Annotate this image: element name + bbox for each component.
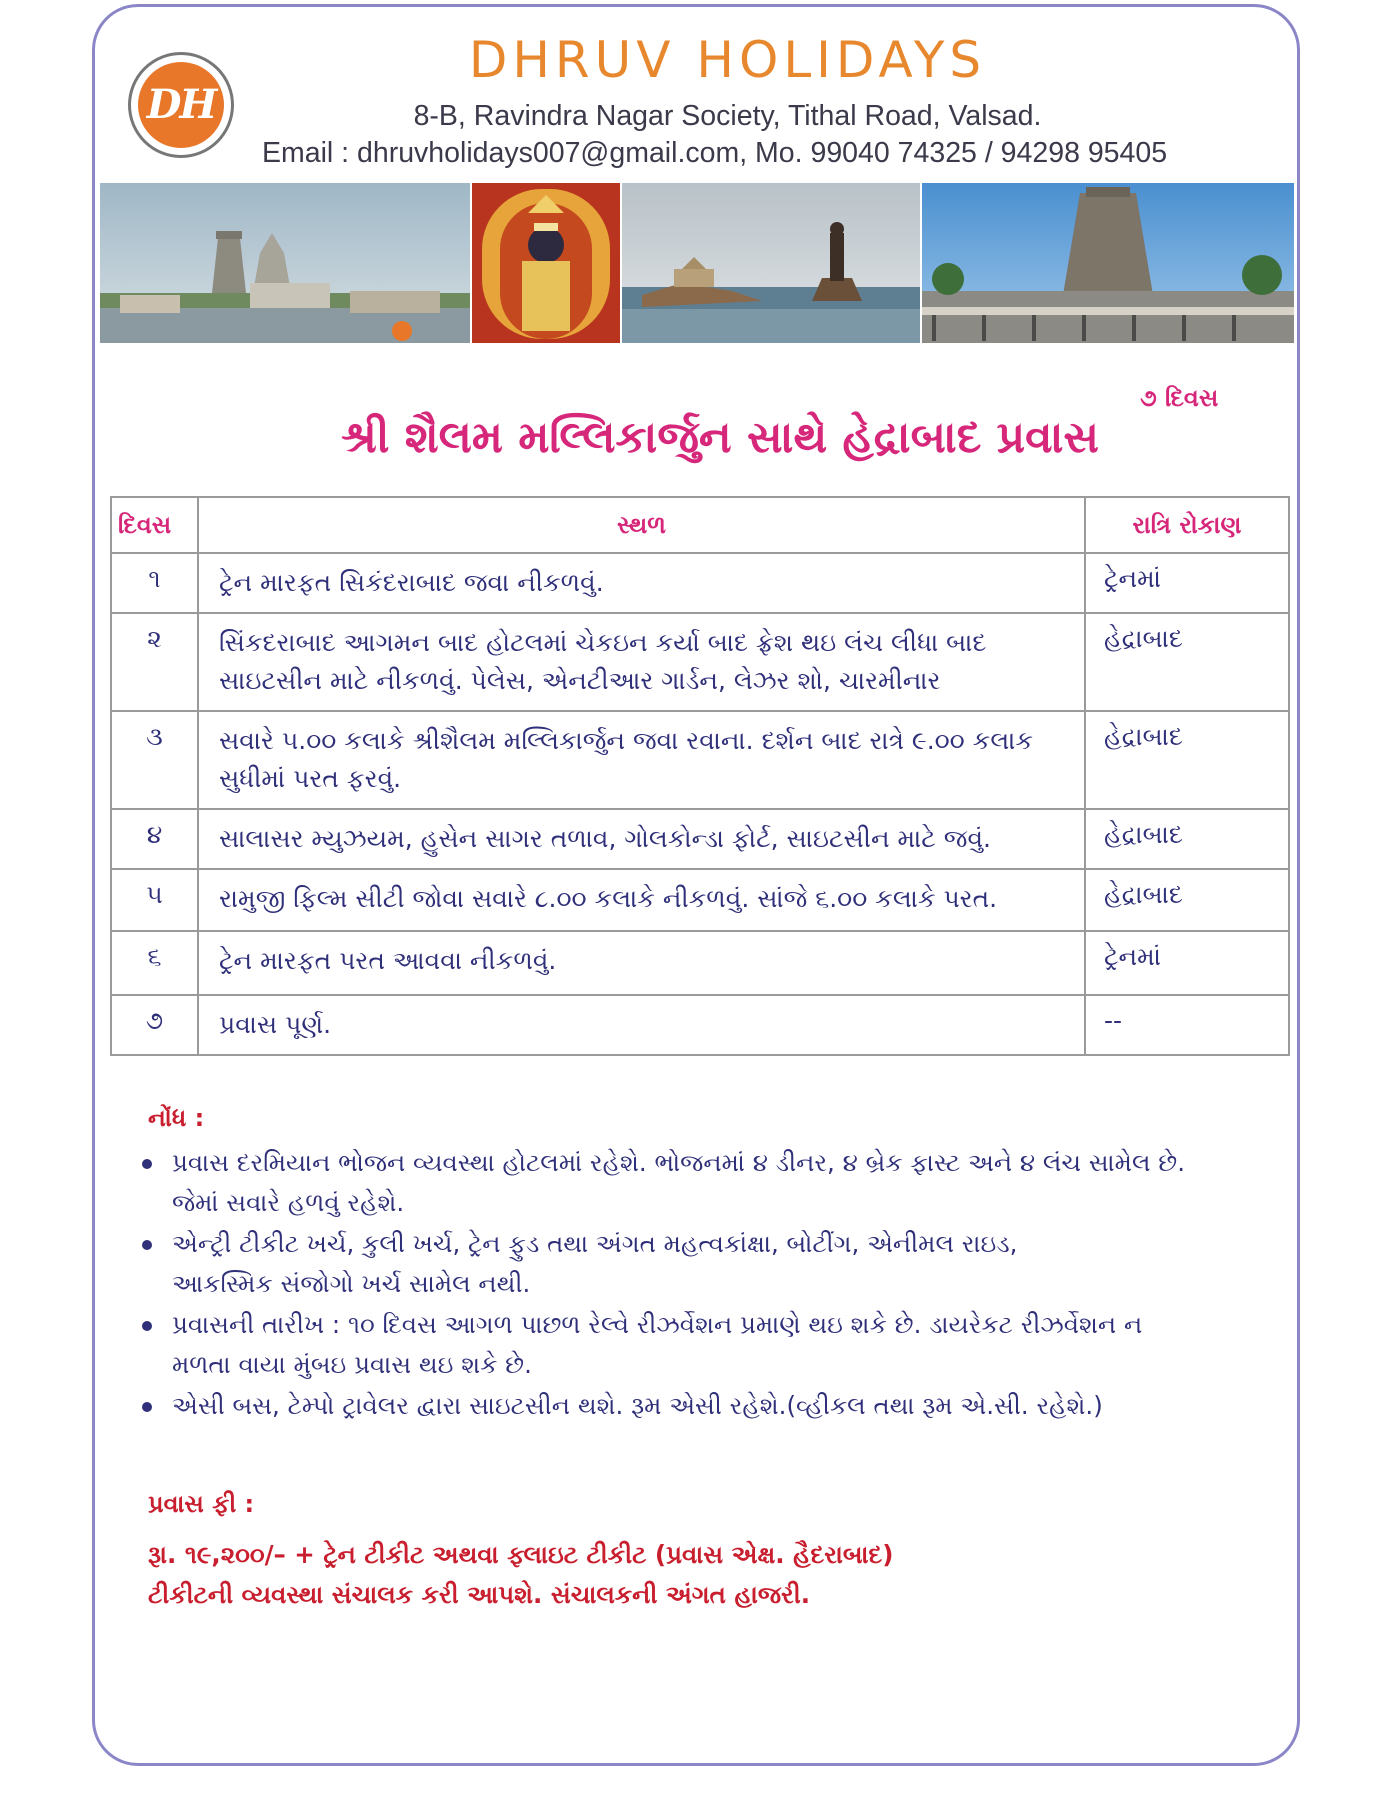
fee-note: ટીકીટની વ્યવસ્થા સંચાલક કરી આપશે. સંચાલકની અંગત હાજરી. bbox=[148, 1580, 811, 1609]
row-place bbox=[198, 869, 1085, 931]
place-line: સુધીમાં પરત ફરવું. bbox=[219, 764, 402, 793]
deity-photo bbox=[472, 183, 620, 343]
table-row bbox=[111, 553, 1289, 613]
header-stay: રાત્રિ રોકાણ bbox=[1085, 497, 1289, 553]
row-place bbox=[198, 809, 1085, 869]
row-stay: ટ્રેનમાં bbox=[1085, 553, 1289, 613]
row-stay: ટ્રેનમાં bbox=[1085, 931, 1289, 995]
table-row bbox=[111, 995, 1289, 1055]
place-line: સાલાસર મ્યુઝયમ, હુસેન સાગર તળાવ, ગોલકોન્ડા ફોર્ટ, સાઇટસીન માટે જવું. bbox=[219, 824, 991, 853]
sea-memorial-photo bbox=[622, 183, 920, 343]
itinerary-header-row bbox=[111, 497, 1289, 553]
bullet-icon bbox=[142, 1402, 152, 1412]
row-place bbox=[198, 553, 1085, 613]
row-day: ૨ bbox=[111, 613, 198, 711]
note-line: પ્રવાસની તારીખ : ૧૦ દિવસ આગળ પાછળ રેલ્વે રીઝર્વેશન પ્રમાણે થઇ શકે છે. ડાયરેકટ રીઝર્વેશન ન bbox=[172, 1310, 1143, 1339]
list-item bbox=[142, 1386, 1262, 1426]
list-item bbox=[142, 1305, 1262, 1385]
bullet-icon bbox=[142, 1240, 152, 1250]
tour-title: શ્રી શૈલમ મલ્લિકાર્જુન સાથે હેદ્રાબાદ પ્રવાસ bbox=[340, 412, 1100, 463]
bullet-icon bbox=[142, 1321, 152, 1331]
notes-list bbox=[142, 1143, 1262, 1427]
place-line: સિંકદરાબાદ આગમન બાદ હોટલમાં ચેકઇન કર્યા બાદ ફ્રેશ થઇ લંચ લીધા બાદ bbox=[219, 628, 987, 657]
row-place bbox=[198, 613, 1085, 711]
place-line: ટ્રેન મારફત સિકંદરાબાદ જવા નીકળવું. bbox=[219, 568, 604, 597]
row-day: ૪ bbox=[111, 809, 198, 869]
note-line: પ્રવાસ દરમિયાન ભોજન વ્યવસ્થા હોટલમાં રહેશે. ભોજનમાં ૪ ડીનર, ૪ બ્રેક ફાસ્ટ અને ૪ લંચ સામેલ છે. bbox=[172, 1148, 1185, 1177]
header-day: દિવસ bbox=[111, 497, 198, 553]
header-place: સ્થળ bbox=[198, 497, 1085, 553]
row-stay: -- bbox=[1085, 995, 1289, 1055]
row-day: ૬ bbox=[111, 931, 198, 995]
row-place bbox=[198, 995, 1085, 1055]
table-row bbox=[111, 711, 1289, 809]
company-logo bbox=[128, 52, 234, 158]
row-day: ૧ bbox=[111, 553, 198, 613]
table-row bbox=[111, 931, 1289, 995]
note-line: એસી બસ, ટેમ્પો ટ્રાવેલર દ્વારા સાઇટસીન થશે. રૂમ એસી રહેશે.(વ્હીકલ તથા રૂમ એ.સી. રહેશે.) bbox=[172, 1391, 1103, 1420]
list-item bbox=[142, 1143, 1262, 1223]
list-item bbox=[142, 1224, 1262, 1304]
fee-title: પ્રવાસ ફી : bbox=[148, 1490, 255, 1518]
row-stay: હેદ્રાબાદ bbox=[1085, 711, 1289, 809]
place-line: ટ્રેન મારફત પરત આવવા નીકળવું. bbox=[219, 946, 557, 975]
notes-title: નોંધ : bbox=[148, 1104, 205, 1132]
place-line: રામુજી ફિલ્મ સીટી જોવા સવારે ૮.૦૦ કલાકે નીકળવું. સાંજે ૬.૦૦ કલાકે પરત. bbox=[219, 884, 998, 913]
note-line: આકસ્મિક સંજોગો ખર્ચ સામેલ નથી. bbox=[172, 1269, 531, 1298]
row-stay: હેદ્રાબાદ bbox=[1085, 613, 1289, 711]
note-line: એન્ટ્રી ટીકીટ ખર્ચ, કુલી ખર્ચ, ટ્રેન ફુડ તથા અંગત મહત્વકાંક્ષા, બોટીંગ, એનીમલ રાઇડ, bbox=[172, 1229, 1018, 1258]
gopuram-temple-photo bbox=[922, 183, 1294, 343]
bullet-icon bbox=[142, 1159, 152, 1169]
fee-amount: રૂા. ૧૯,૨૦૦/– + ટ્રેન ટીકીટ અથવા ફ્લાઇટ ટીકીટ (પ્રવાસ એક્ષ. હૈદરાબાદ) bbox=[148, 1540, 894, 1569]
logo-text: DH bbox=[138, 62, 224, 148]
row-place bbox=[198, 931, 1085, 995]
company-name: DHRUV HOLIDAYS bbox=[468, 31, 987, 89]
place-line: સવારે ૫.૦૦ કલાકે શ્રીશૈલમ મલ્લિકાર્જુન જવા રવાના. દર્શન બાદ રાત્રે ૯.૦૦ કલાક bbox=[219, 726, 1034, 755]
company-address: 8-B, Ravindra Nagar Society, Tithal Road, Valsad. bbox=[413, 100, 1042, 132]
place-line: સાઇટસીન માટે નીકળવું. પેલેસ, એનટીઆર ગાર્ડન, લેઝર શો, ચારમીનાર bbox=[219, 666, 941, 695]
row-place bbox=[198, 711, 1085, 809]
table-row bbox=[111, 869, 1289, 931]
photo-strip bbox=[100, 183, 1294, 343]
itinerary-table bbox=[110, 496, 1290, 1056]
row-stay: હેદ્રાબાદ bbox=[1085, 809, 1289, 869]
tour-duration: ૭ દિવસ bbox=[1140, 384, 1219, 412]
temple-complex-photo bbox=[100, 183, 470, 343]
company-contact: Email : dhruvholidays007@gmail.com, Mo. 99040 74325 / 94298 95405 bbox=[262, 137, 1168, 169]
row-day: ૫ bbox=[111, 869, 198, 931]
row-day: ૩ bbox=[111, 711, 198, 809]
place-line: પ્રવાસ પૂર્ણ. bbox=[219, 1010, 332, 1039]
row-day: ૭ bbox=[111, 995, 198, 1055]
table-row bbox=[111, 613, 1289, 711]
row-stay: હેદ્રાબાદ bbox=[1085, 869, 1289, 931]
table-row bbox=[111, 809, 1289, 869]
note-line: જેમાં સવારે હળવું રહેશે. bbox=[172, 1188, 405, 1217]
note-line: મળતા વાયા મુંબઇ પ્રવાસ થઇ શકે છે. bbox=[172, 1350, 532, 1379]
